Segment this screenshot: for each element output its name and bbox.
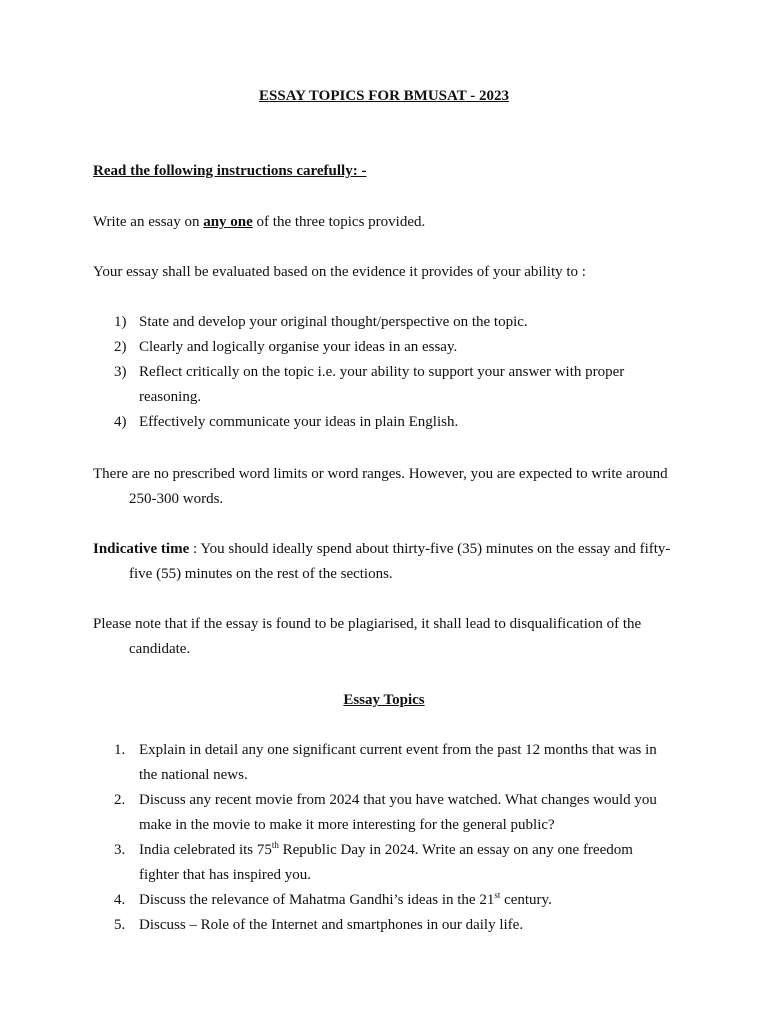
list-item-text-a: India celebrated its 75 xyxy=(139,842,272,858)
list-item-text: Explain in detail any one significant current event from the past 12 months that was in the national news. xyxy=(139,742,657,783)
list-item-text: Discuss any recent movie from 2024 that you have watched. What changes would you make in the movie to make it more interesting for the general public? xyxy=(139,792,657,833)
list-item-number: 1. xyxy=(114,742,126,758)
instruction-paragraph-2: Your essay shall be evaluated based on the evidence it provides of your ability to : xyxy=(93,264,586,280)
superscript: st xyxy=(494,890,501,900)
indicative-time-label: Indicative time xyxy=(93,541,190,557)
word-limit-paragraph: There are no prescribed word limits or word ranges. However, you are expected to write around 250-300 words. xyxy=(93,466,668,507)
para1-before: Write an essay on xyxy=(93,214,204,230)
list-item-number: 3. xyxy=(114,842,126,858)
criteria-list xyxy=(93,310,673,435)
list-item-text-b: Republic Day in 2024. Write an essay on any one freedom fighter that has inspired you. xyxy=(139,842,633,883)
list-item-number: 2) xyxy=(114,339,127,355)
para1-after: of the three topics provided. xyxy=(252,214,426,230)
plagiarism-paragraph: Please note that if the essay is found to be plagiarised, it shall lead to disqualification of the candidate. xyxy=(93,616,642,657)
para1-emphasis: any one xyxy=(203,214,253,230)
list-item-text: Reflect critically on the topic i.e. your ability to support your answer with proper reasoning. xyxy=(139,364,625,405)
essay-topics-heading: Essay Topics xyxy=(343,692,425,708)
list-item xyxy=(93,913,673,938)
instruction-paragraph-1 xyxy=(93,210,673,235)
list-item-number: 4. xyxy=(114,892,126,908)
list-item xyxy=(93,360,673,410)
list-item xyxy=(93,410,673,435)
list-item-number: 2. xyxy=(114,792,126,808)
list-item-number: 3) xyxy=(114,364,127,380)
list-item-text: Discuss – Role of the Internet and smartphones in our daily life. xyxy=(139,917,524,933)
superscript: th xyxy=(271,840,279,850)
essay-topics-list xyxy=(93,738,673,938)
instructions-heading: Read the following instructions carefully: - xyxy=(93,163,367,179)
list-item xyxy=(93,888,673,913)
list-item-text-a: Discuss the relevance of Mahatma Gandhi’s ideas in the 21 xyxy=(139,892,495,908)
list-item-text: Effectively communicate your ideas in plain English. xyxy=(139,414,459,430)
list-item-text-b: century. xyxy=(500,892,552,908)
list-item-number: 4) xyxy=(114,414,127,430)
list-item-text: Clearly and logically organise your ideas in an essay. xyxy=(139,339,458,355)
list-item xyxy=(93,788,673,838)
list-item-text: State and develop your original thought/perspective on the topic. xyxy=(139,314,528,330)
indicative-time-text: : You should ideally spend about thirty-five (35) minutes on the essay and fifty-five (55) minutes on the rest of the sections. xyxy=(129,541,671,582)
list-item xyxy=(93,838,673,888)
indicative-time-paragraph xyxy=(93,537,681,587)
list-item xyxy=(93,738,673,788)
list-item xyxy=(93,310,673,335)
list-item xyxy=(93,335,673,360)
document-title: ESSAY TOPICS FOR BMUSAT - 2023 xyxy=(259,88,509,104)
list-item-number: 5. xyxy=(114,917,126,933)
list-item-number: 1) xyxy=(114,314,127,330)
